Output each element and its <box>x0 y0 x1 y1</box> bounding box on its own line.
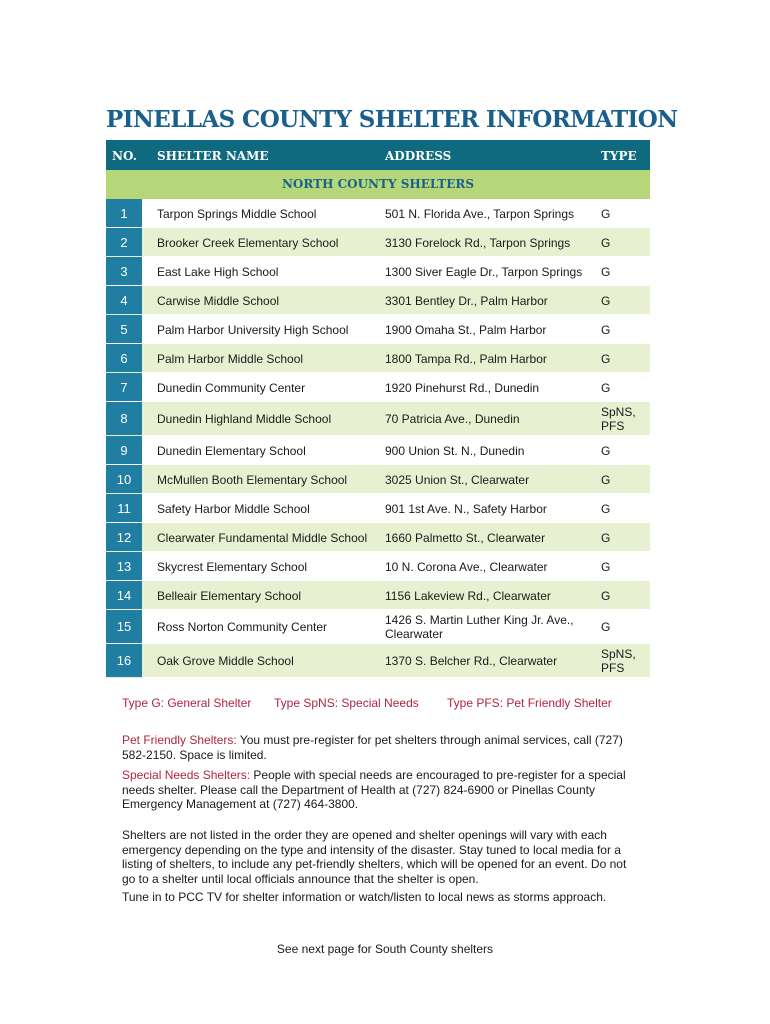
shelter-name: Safety Harbor Middle School <box>157 501 310 516</box>
shelter-name: Palm Harbor Middle School <box>157 351 304 366</box>
row-number: 13 <box>106 552 142 580</box>
pet-friendly-text: You must pre-register for pet shelters through animal services, call (727) 582-2150. Space is limited. <box>122 733 623 762</box>
shelter-name: Oak Grove Middle School <box>157 654 294 668</box>
shelter-name: Dunedin Highland Middle School <box>157 412 332 426</box>
row-number: 15 <box>106 610 142 643</box>
shelter-type: G <box>601 235 611 250</box>
shelter-table <box>106 140 650 678</box>
shelter-address: 1800 Tampa Rd., Palm Harbor <box>385 351 547 366</box>
row-number: 2 <box>106 228 142 256</box>
row-number: 12 <box>106 523 142 551</box>
table-body <box>106 199 650 678</box>
shelter-name: Ross Norton Community Center <box>157 620 328 634</box>
shelter-type: G <box>601 443 611 458</box>
shelter-order-note: Shelters are not listed in the order they are opened and shelter openings will vary with each emergency depending on the type and intensity of the disaster. Stay tuned to local media for a listing of shelters, to include any pet-friendly shelters, which will be opened for an event. Do not go to a shelter until local officials announce that the shelter is open. <box>122 828 627 886</box>
row-number: 5 <box>106 315 142 343</box>
shelter-type: SpNS, PFS <box>601 405 636 433</box>
table-row <box>106 228 650 257</box>
header-no: NO. <box>112 149 137 163</box>
section-heading: NORTH COUNTY SHELTERS <box>106 170 650 199</box>
shelter-name: Brooker Creek Elementary School <box>157 235 339 250</box>
shelter-address: 501 N. Florida Ave., Tarpon Springs <box>385 206 574 221</box>
table-row <box>106 402 650 436</box>
shelter-name: Clearwater Fundamental Middle School <box>157 530 368 545</box>
shelter-name: Palm Harbor University High School <box>157 322 349 337</box>
shelter-type: G <box>601 530 611 545</box>
shelter-type: G <box>601 293 611 308</box>
page-title: PINELLAS COUNTY SHELTER INFORMATION <box>106 106 678 133</box>
table-row <box>106 523 650 552</box>
shelter-address: 901 1st Ave. N., Safety Harbor <box>385 501 547 516</box>
shelter-type: SpNS, PFS <box>601 647 636 675</box>
shelter-name: Tarpon Springs Middle School <box>157 206 317 221</box>
row-number: 14 <box>106 581 142 609</box>
shelter-address: 3130 Forelock Rd., Tarpon Springs <box>385 235 571 250</box>
shelter-type: G <box>601 206 611 221</box>
table-row <box>106 436 650 465</box>
shelter-type: G <box>601 501 611 516</box>
shelter-address: 3301 Bentley Dr., Palm Harbor <box>385 293 548 308</box>
special-needs-text: People with special needs are encouraged to pre-register for a special needs shelter. Please call the Department of Health at (727) 824-6900 or Pinellas County Emergency Management at (727) 464-3800. <box>122 768 626 811</box>
table-row <box>106 552 650 581</box>
special-needs-label: Special Needs Shelters: <box>122 768 251 782</box>
shelter-address: 10 N. Corona Ave., Clearwater <box>385 559 548 574</box>
shelter-name: Carwise Middle School <box>157 293 280 308</box>
tune-in-note: Tune in to PCC TV for shelter information or watch/listen to local news as storms approach. <box>122 890 607 904</box>
footer-note: See next page for South County shelters <box>276 942 494 956</box>
table-row <box>106 199 650 228</box>
shelter-name: East Lake High School <box>157 264 279 279</box>
legend-type-spns: Type SpNS: Special Needs <box>274 696 419 710</box>
shelter-name: Dunedin Community Center <box>157 380 306 395</box>
shelter-address: 1370 S. Belcher Rd., Clearwater <box>385 654 558 668</box>
row-number: 10 <box>106 465 142 493</box>
shelter-type: G <box>601 322 611 337</box>
pet-friendly-label: Pet Friendly Shelters: <box>122 733 237 747</box>
row-number: 7 <box>106 373 142 401</box>
shelter-address: 1426 S. Martin Luther King Jr. Ave., Clearwater <box>385 613 574 641</box>
shelter-name: Skycrest Elementary School <box>157 559 308 574</box>
pet-friendly-note <box>122 733 642 762</box>
row-divider <box>142 677 650 678</box>
shelter-type: G <box>601 588 611 603</box>
row-number: 16 <box>106 644 142 677</box>
table-row <box>106 644 650 678</box>
shelter-name: McMullen Booth Elementary School <box>157 472 348 487</box>
shelter-type: G <box>601 472 611 487</box>
table-row <box>106 286 650 315</box>
shelter-type: G <box>601 559 611 574</box>
shelter-type: G <box>601 620 611 634</box>
special-needs-note <box>122 768 642 812</box>
shelter-address: 70 Patricia Ave., Dunedin <box>385 412 520 426</box>
row-number: 6 <box>106 344 142 372</box>
shelter-address: 3025 Union St., Clearwater <box>385 472 530 487</box>
row-number: 11 <box>106 494 142 522</box>
row-number: 1 <box>106 199 142 227</box>
table-row <box>106 610 650 644</box>
shelter-address: 1156 Lakeview Rd., Clearwater <box>385 588 551 603</box>
shelter-name: Belleair Elementary School <box>157 588 302 603</box>
shelter-address: 1920 Pinehurst Rd., Dunedin <box>385 380 540 395</box>
row-number: 9 <box>106 436 142 464</box>
row-number: 3 <box>106 257 142 285</box>
table-row <box>106 373 650 402</box>
row-number: 4 <box>106 286 142 314</box>
shelter-address: 1300 Siver Eagle Dr., Tarpon Springs <box>385 264 583 279</box>
table-row <box>106 465 650 494</box>
shelter-type: G <box>601 264 611 279</box>
table-row <box>106 581 650 610</box>
shelter-type: G <box>601 351 611 366</box>
shelter-address: 1660 Palmetto St., Clearwater <box>385 530 546 545</box>
table-row <box>106 344 650 373</box>
header-address: ADDRESS <box>385 149 452 163</box>
table-row <box>106 494 650 523</box>
table-row <box>106 257 650 286</box>
table-row <box>106 315 650 344</box>
shelter-name: Dunedin Elementary School <box>157 443 306 458</box>
shelter-address: 900 Union St. N., Dunedin <box>385 443 525 458</box>
header-shelter-name: SHELTER NAME <box>157 149 269 163</box>
row-number: 8 <box>106 402 142 435</box>
shelter-type: G <box>601 380 611 395</box>
legend-type-g: Type G: General Shelter <box>122 696 252 710</box>
shelter-address: 1900 Omaha St., Palm Harbor <box>385 322 547 337</box>
table-header <box>106 140 650 170</box>
header-type: TYPE <box>601 149 637 163</box>
legend-type-pfs: Type PFS: Pet Friendly Shelter <box>447 696 612 710</box>
